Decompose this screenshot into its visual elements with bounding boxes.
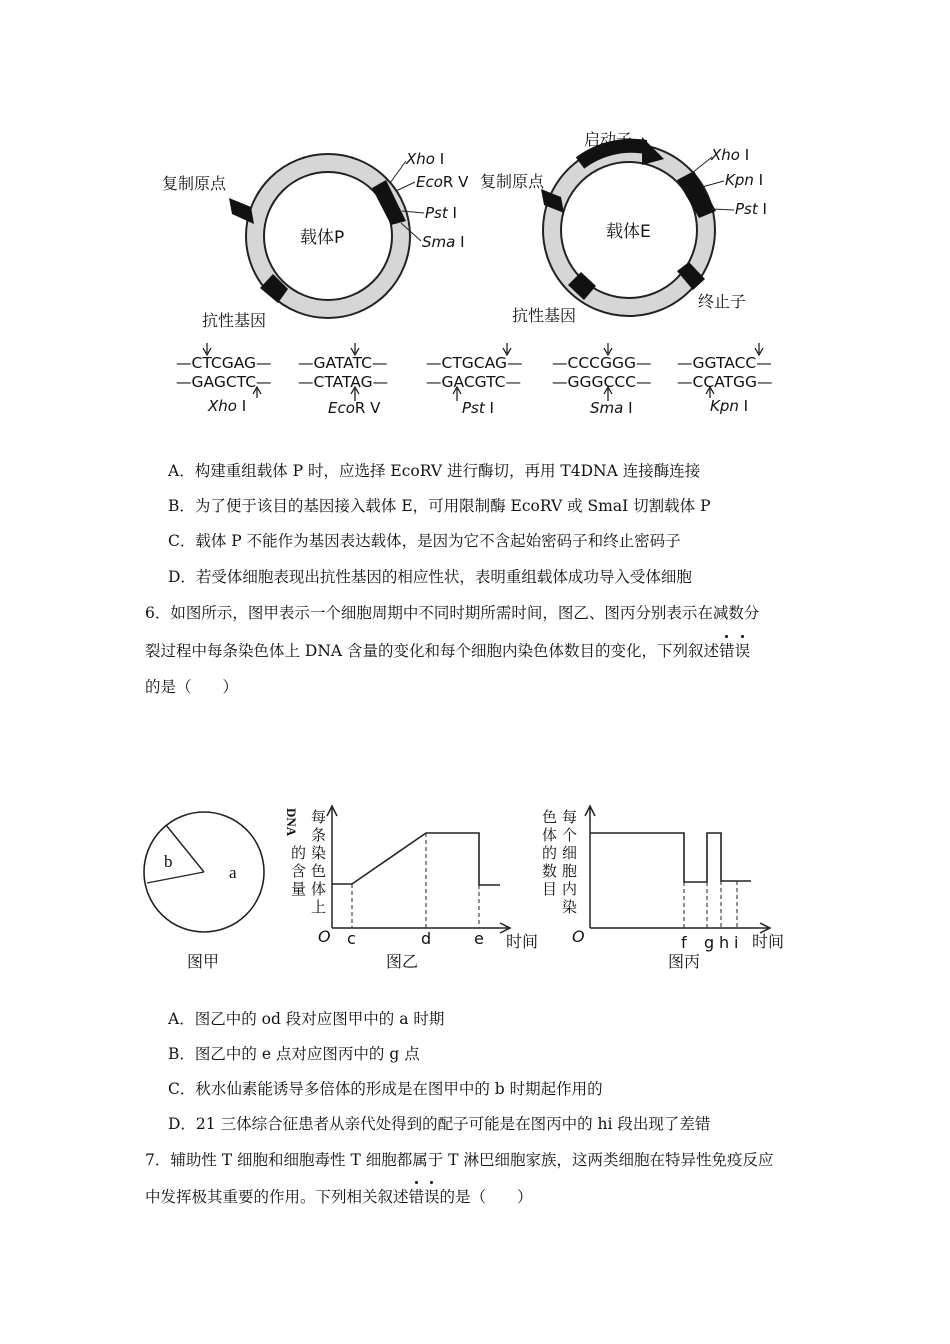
kpn-top-strand: —GGTACC— [677,354,772,372]
chart-b-tick-d: d [421,929,432,948]
q5-option-b: B．为了便于该目的基因接入载体 E，可用限制酶 EcoRV 或 SmaI 切割载体 P [168,497,711,515]
q5-option-a: A．构建重组载体 P 时，应选择 EcoRV 进行酶切，再用 T4DNA 连接酶连接 [168,462,701,480]
vector-e-center-label: 载体E [606,222,651,242]
chart-b-ylabel-1: 每 [311,808,327,826]
sma-bottom-strand: —GGGCCC— [552,373,652,391]
chart-b-tick-c: c [347,929,356,948]
chart-b-origin: O [318,927,331,946]
chart-c-tick-f: f [681,933,687,952]
vector-p-origin-label: 复制原点 [162,174,227,193]
chart-c-ylabel-6: 染 [562,898,578,916]
chart-b-ylabel-5: 体 [311,880,327,898]
sma-name: Sma I [590,399,633,417]
pst-top-strand: —CTGCAG— [426,354,523,372]
q6-option-b: B．图乙中的 e 点对应图丙中的 g 点 [168,1045,420,1063]
vector-e [480,130,767,325]
q7-line-2-text: 中发挥极其重要的作用。下列相关叙述 [145,1188,409,1206]
q6-line-2 [145,640,750,662]
enzyme-sma [552,343,652,417]
chart-b-xlabel: 时间 [506,932,539,951]
enzyme-eco [298,343,388,417]
chart-c-tick-h: h [719,933,730,952]
eco-top-strand: —GATATC— [298,354,388,372]
vector-p-site-sma: Sma I [422,233,465,251]
enzyme-pst [426,343,522,417]
cell-cycle-figure [140,800,810,980]
chart-c-ylabel-10: 数 [542,862,558,880]
q6-emphasis-1: 错 [719,642,735,660]
q7-emphasis-2: 误 [424,1188,440,1206]
pst-name: Pst I [462,399,494,417]
pie-label-a: a [229,863,237,882]
vector-p-site-xho: Xho I [406,150,445,168]
chart-c-tick-i: i [734,933,739,952]
q6-line-3: 的是（ ） [145,678,239,696]
vector-e-site-pst: Pst I [735,200,767,218]
vector-p-site-pst: Pst I [425,204,457,222]
kpn-bottom-strand: —CCATGG— [677,373,773,391]
vector-e-terminator-label: 终止子 [698,292,747,311]
vector-e-resistance-label: 抗性基因 [512,306,577,325]
q6-line-2-text: 裂过程中每条染色体上 DNA 含量的变化和每个细胞内染色体数目的变化，下列叙述 [145,642,720,660]
vector-p-resistance-label: 抗性基因 [202,311,267,330]
chart-c-caption: 图丙 [668,952,701,971]
chart-b-ylabel-dna: DNA [284,808,299,837]
chart-c-ylabel-2: 个 [562,826,578,844]
eco-name: EcoR V [328,399,381,417]
chart-c-xlabel: 时间 [752,932,785,951]
pst-bottom-strand: —GACGTC— [426,373,522,391]
chart-b-ylabel-4: 色 [311,862,327,880]
chart-b-caption: 图乙 [386,952,419,971]
xho-bottom-strand: —GAGCTC— [176,373,272,391]
q6-option-c: C．秋水仙素能诱导多倍体的形成是在图甲中的 b 时期起作用的 [168,1080,603,1098]
vector-p-center-label: 载体P [300,228,345,248]
q5-option-d: D．若受体细胞表现出抗性基因的相应性状，表明重组载体成功导入受体细胞 [168,568,692,586]
chart-b-ylabel-3: 染 [311,844,327,862]
q6-emphasis-2: 误 [734,642,751,660]
chart-b-ylabel-2: 条 [311,826,327,844]
vector-e-site-kpn: Kpn I [725,171,764,189]
q6-option-a: A．图乙中的 od 段对应图甲中的 a 时期 [168,1010,445,1028]
chart-c-ylabel-8: 体 [542,826,558,844]
q7-line-1: 7．辅助性 T 细胞和细胞毒性 T 细胞都属于 T 淋巴细胞家族，这两类细胞在特异性免疫反应 [145,1151,774,1169]
chart-b-tick-e: e [474,929,484,948]
q6-option-d: D．21 三体综合征患者从亲代处得到的配子可能是在图丙中的 hi 段出现了差错 [168,1115,711,1133]
q7-line-2 [145,1186,533,1208]
chart-c-ylabel-9: 的 [542,844,558,862]
chart-c-ylabel-3: 细 [562,844,578,862]
eco-bottom-strand: —CTATAG— [298,373,389,391]
chart-c-origin: O [572,927,585,946]
pie-label-b: b [164,852,173,871]
vector-p-origin-block [229,198,254,224]
chart-b-ylabel-6: 上 [311,898,327,916]
q6-line-1: 6．如图所示，图甲表示一个细胞周期中不同时期所需时间，图乙、图丙分别表示在减数分 [145,604,760,622]
q7-emphasis-1: 错 [408,1188,425,1206]
chart-b-ylabel-8: 含 [291,862,307,880]
chart-chromosome-number [542,806,784,971]
chart-b-curve [332,833,500,885]
vector-e-origin-label: 复制原点 [480,172,545,191]
chart-c-curve [590,833,751,882]
xho-name: Xho I [208,397,247,415]
restriction-sites [176,343,773,417]
q7-line-2-tail: 的是（ ） [439,1188,533,1206]
vector-p [162,150,469,330]
chart-b-ylabel-9: 量 [291,880,307,898]
sma-top-strand: —CCCGGG— [552,354,652,372]
pie-chart [144,812,264,971]
chart-b-ylabel-7: 的 [291,844,307,862]
q5-option-c: C．载体 P 不能作为基因表达载体，是因为它不含起始密码子和终止密码子 [168,532,681,550]
xho-top-strand: —CTCGAG— [176,354,272,372]
vector-e-promoter-label: 启动子 [584,130,633,149]
vector-e-site-xho: Xho I [711,146,750,164]
chart-c-ylabel-7: 色 [542,808,558,826]
chart-c-ylabel-1: 每 [562,808,578,826]
kpn-name: Kpn I [710,397,749,415]
chart-c-ylabel-5: 内 [562,880,578,898]
enzyme-xho [176,343,272,415]
chart-c-ylabel-11: 目 [542,880,558,898]
vector-p-site-eco: EcoR V [416,173,469,191]
vector-figure [150,125,810,425]
enzyme-kpn [677,343,773,415]
pie-caption: 图甲 [187,952,220,971]
chart-dna-content [284,806,538,971]
chart-c-ylabel-4: 胞 [562,862,578,880]
chart-c-tick-g: g [704,933,715,952]
